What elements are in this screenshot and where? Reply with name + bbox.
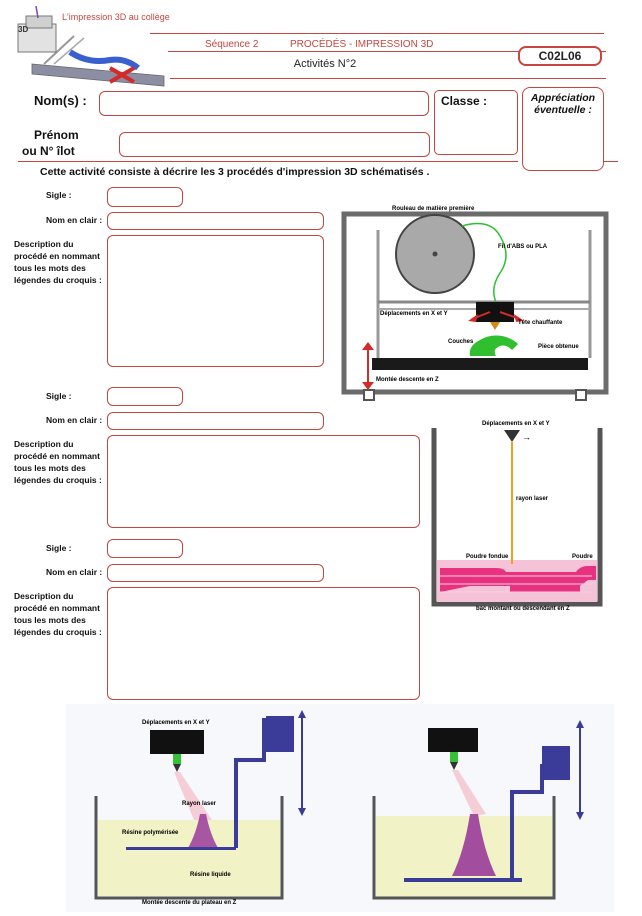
sla-resine-poly-label: Résine polymérisée <box>122 830 179 836</box>
classe-label: Classe : <box>441 94 488 108</box>
header-bottom-rule <box>170 78 606 79</box>
appreciation-line-2: éventuelle : <box>534 104 592 116</box>
code-text: C02L06 <box>538 49 582 63</box>
sla-montee-label: Montée descente du plateau en Z <box>142 900 237 906</box>
description-label-1: Description du procédé en nommant tous les mots des légendes du croquis : <box>14 239 102 285</box>
appreciation-label <box>523 92 603 116</box>
sla-actuator-right <box>542 746 570 780</box>
sls-deplacements-label: Déplacements en X et Y <box>482 421 550 427</box>
sla-diagram <box>66 704 614 912</box>
build-plate <box>372 358 588 370</box>
nom-clair-label-1: Nom en clair : <box>46 215 103 225</box>
description-label-2: Description du procédé en nommant tous les mots des légendes du croquis : <box>14 439 102 485</box>
sls-bac-label: bac montant ou descendant en Z <box>476 606 570 612</box>
appreciation-line-1: Appréciation <box>530 92 596 104</box>
sla-platform-right <box>404 878 522 882</box>
sigle-field-3[interactable] <box>107 539 183 558</box>
description-label-3: Description du procédé en nommant tous les mots des légendes du croquis : <box>14 591 102 637</box>
sla-platform-left <box>126 847 236 850</box>
sigle-field-1[interactable] <box>107 187 183 207</box>
print-head <box>476 302 514 322</box>
sigle-label-2: Sigle : <box>46 391 72 401</box>
nom-clair-field-1[interactable] <box>107 212 324 230</box>
nom-label: Nom(s) : <box>34 93 87 108</box>
prenom-label-2: ou N° îlot <box>22 144 75 158</box>
sigle-field-2[interactable] <box>107 387 183 406</box>
subject-label: PROCÉDÉS - IMPRESSION 3D <box>290 39 434 50</box>
nom-clair-field-2[interactable] <box>107 412 324 430</box>
activity-title: Activités N°2 <box>293 58 357 70</box>
nom-clair-label-3: Nom en clair : <box>46 567 103 577</box>
sla-resine-liquide-label: Résine liquide <box>190 872 231 878</box>
sls-arrow-icon: → <box>522 432 531 442</box>
description-field-1[interactable] <box>107 235 324 367</box>
code-box <box>518 46 602 66</box>
classe-field[interactable] <box>434 90 518 155</box>
sls-poudre-label: Poudre <box>572 554 593 560</box>
college-tag: L'impression 3D au collège <box>62 12 170 22</box>
nom-clair-label-2: Nom en clair : <box>46 415 103 425</box>
sls-rayon-label: rayon laser <box>516 496 549 502</box>
sequence-label: Séquence 2 <box>205 39 259 50</box>
sla-rayon-label: Rayon laser <box>182 801 217 807</box>
fdm-fil-label: Fil d'ABS ou PLA <box>498 244 548 250</box>
fdm-deplacements-label: Déplacements en X et Y <box>380 311 448 317</box>
sls-poudre-fondue-label: Poudre fondue <box>466 554 509 560</box>
header-top-rule <box>150 33 604 34</box>
fdm-couches-label: Couches <box>448 339 474 345</box>
fdm-montee-label: Montée descente en Z <box>376 377 439 383</box>
description-field-3[interactable] <box>107 587 420 700</box>
prenom-field[interactable] <box>119 132 430 157</box>
prenom-label-1: Prénom <box>34 128 79 142</box>
sla-head-right <box>428 728 478 752</box>
appreciation-field[interactable] <box>522 87 604 171</box>
nom-clair-field-3[interactable] <box>107 564 324 582</box>
description-field-2[interactable] <box>107 435 420 528</box>
fdm-rouleau-label: Rouleau de matière première <box>392 206 475 212</box>
nom-field[interactable] <box>99 91 429 116</box>
sigle-label-3: Sigle : <box>46 543 72 553</box>
identity-rule <box>18 161 518 162</box>
sls-laser-emitter <box>504 430 520 442</box>
sla-deplacements-label: Déplacements en X et Y <box>142 720 210 726</box>
sla-actuator-left <box>266 716 294 752</box>
identity-rule-right <box>604 161 618 162</box>
logo-3d-text: 3D <box>18 25 29 34</box>
fdm-diagram <box>340 198 612 408</box>
sla-head-left <box>150 730 204 754</box>
fdm-tete-label: Tête chauffante <box>518 320 563 326</box>
fdm-piece-label: Pièce obtenue <box>538 344 579 350</box>
sigle-label-1: Sigle : <box>46 190 72 200</box>
intro-text: Cette activité consiste à décrire les 3 procédés d'impression 3D schématisés . <box>40 166 430 178</box>
sls-diagram <box>428 418 612 614</box>
